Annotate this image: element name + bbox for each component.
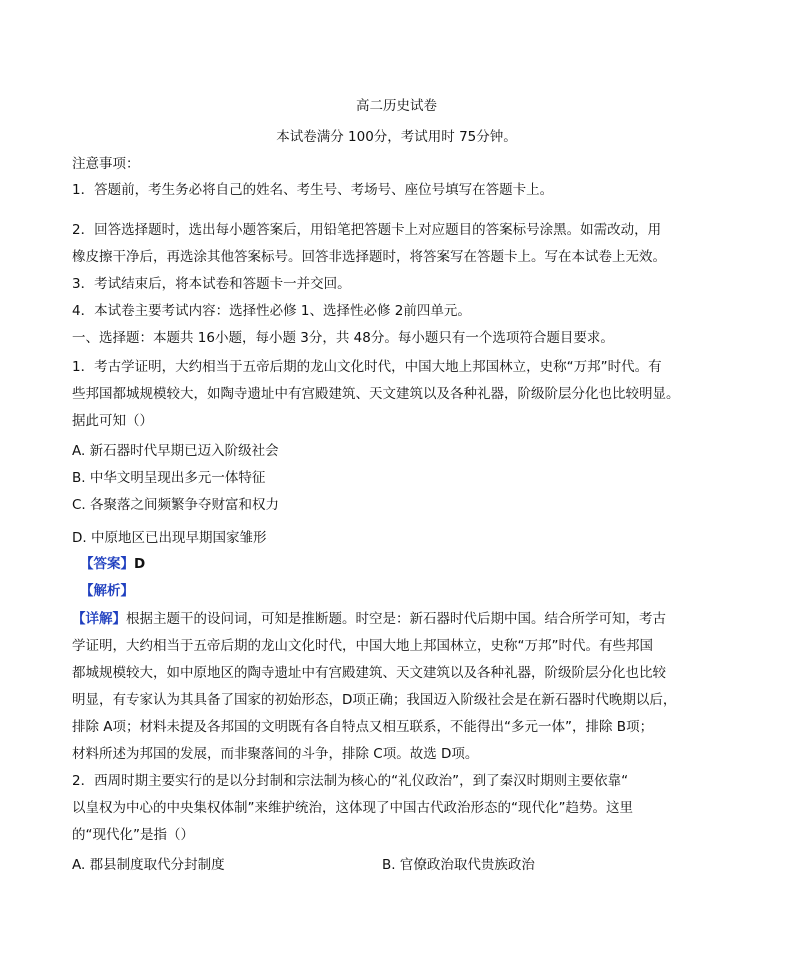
notes-heading: 注意事项： [72, 156, 140, 172]
q1-detail-line-6: 材料所述为邦国的发展，而非聚落间的斗争，排除 C项。故选 D项。 [72, 746, 479, 762]
q1-option-a: A. 新石器时代早期已迈入阶级社会 [72, 443, 279, 459]
q1-stem-line-3: 据此可知（） [72, 413, 153, 429]
detail-tag: 【详解】 [72, 611, 126, 627]
q1-detail-line-4: 明显，有专家认为其具备了国家的初始形态，D项正确；我国迈入阶级社会是在新石器时代晚期以后， [72, 692, 677, 708]
q1-option-c: C. 各聚落之间频繁争夺财富和权力 [72, 497, 280, 513]
exam-subtitle: 本试卷满分 100分，考试用时 75分钟。 [276, 129, 517, 145]
q1-stem-line-2: 些邦国都城规模较大，如陶寺遗址中有宫殿建筑、天文建筑以及各种礼器，阶级阶层分化也比较明显。 [72, 386, 680, 402]
q1-detail-line-2: 学证明，大约相当于五帝后期的龙山文化时代，中国大地上邦国林立，史称“万邦”时代。有些邦国 [72, 638, 653, 654]
q1-stem-line-1: 1．考古学证明，大约相当于五帝后期的龙山文化时代，中国大地上邦国林立，史称“万邦”时代。有 [72, 359, 662, 375]
note-item-3: 3．考试结束后，将本试卷和答题卡一并交回。 [72, 276, 351, 292]
q1-option-b: B. 中华文明呈现出多元一体特征 [72, 470, 266, 486]
note-item-1: 1．答题前，考生务必将自己的姓名、考生号、考场号、座位号填写在答题卡上。 [72, 182, 554, 198]
q1-detail-line-3: 都城规模较大，如中原地区的陶寺遗址中有宫殿建筑、天文建筑以及各种礼器，阶级阶层分化也比较 [72, 665, 666, 681]
answer-tag: 【答案】 [80, 556, 134, 572]
section-heading: 一、选择题：本题共 16小题，每小题 3分，共 48分。每小题只有一个选项符合题目要求。 [72, 330, 614, 346]
answer-value: D [134, 556, 146, 572]
note-item-2-cont: 橡皮擦干净后，再选涂其他答案标号。回答非选择题时，将答案写在答题卡上。写在本试卷上无效。 [72, 249, 666, 265]
q1-answer-row [80, 554, 740, 574]
q1-detail-line-1: 【详解】根据主题干的设问词，可知是推断题。时空是：新石器时代后期中国。结合所学可知，考古 [72, 611, 666, 627]
q1-detail-line-5: 排除 A项；材料未提及各邦国的文明既有各自特点又相互联系，不能得出“多元一体”，排除 B项； [72, 719, 654, 735]
q2-stem-line-1: 2．西周时期主要实行的是以分封制和宗法制为核心的“礼仪政治”，到了秦汉时期则主要依靠“ [72, 773, 629, 789]
q2-option-b: B. 官僚政治取代贵族政治 [382, 857, 535, 873]
q2-stem-line-2: 以皇权为中心的中央集权体制”来维护统治，这体现了中国古代政治形态的“现代化”趋势。这里 [72, 800, 633, 816]
note-item-4: 4．本试卷主要考试内容：选择性必修 1、选择性必修 2前四单元。 [72, 303, 471, 319]
q2-stem-line-3: 的“现代化”是指（） [72, 827, 194, 843]
analysis-tag: 【解析】 [80, 583, 134, 599]
note-item-2: 2．回答选择题时，选出每小题答案后，用铅笔把答题卡上对应题目的答案标号涂黑。如需改动，用 [72, 222, 662, 238]
q2-option-a: A. 郡县制度取代分封制度 [72, 857, 225, 873]
exam-title: 高二历史试卷 [356, 98, 437, 114]
q1-option-d: D. 中原地区已出现早期国家雏形 [72, 530, 267, 546]
